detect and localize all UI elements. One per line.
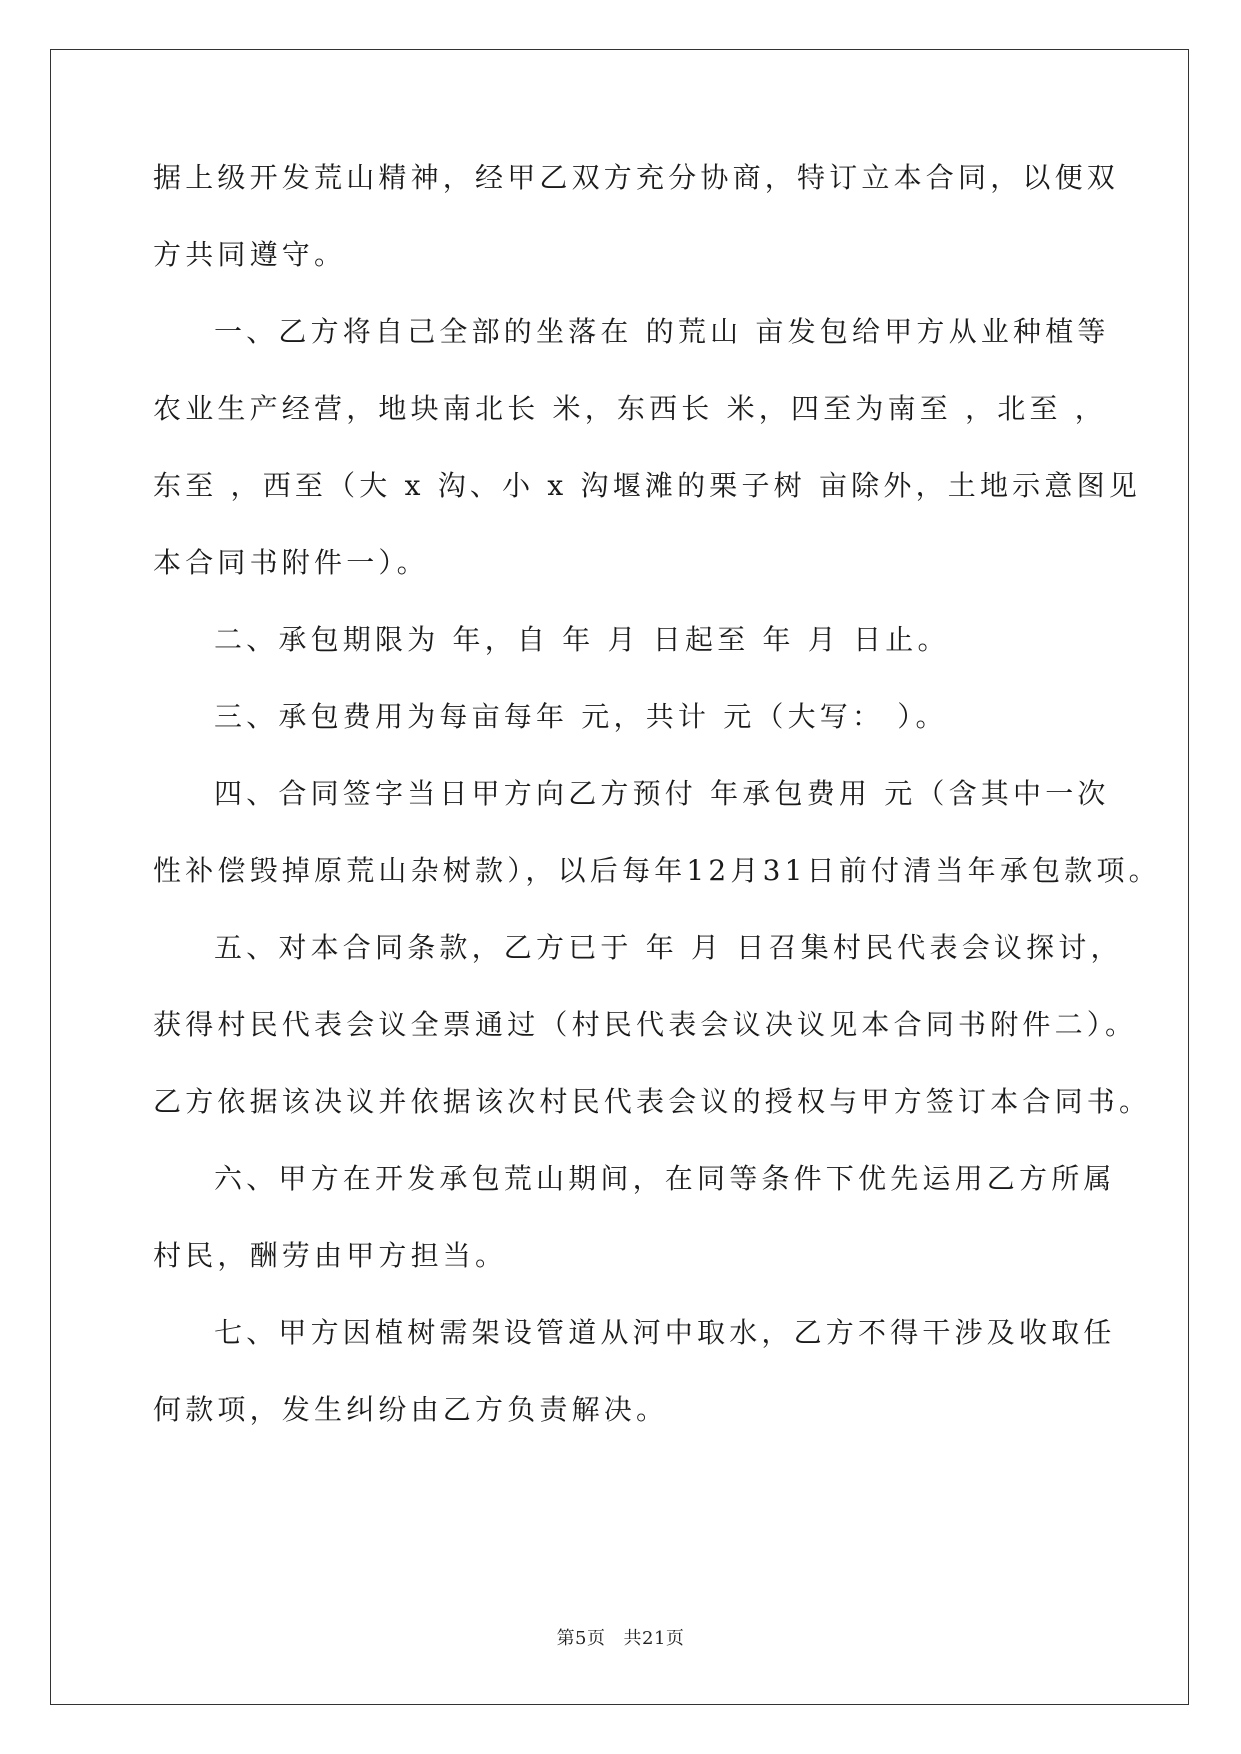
clause-4-line: 四、合同签字当日甲方向乙方预付 年承包费用 元（含其中一次 xyxy=(214,777,1110,810)
document-body xyxy=(153,161,1161,1471)
text-line: 方共同遵守。 xyxy=(153,238,347,271)
text-line: 据上级开发荒山精神，经甲乙双方充分协商，特订立本合同，以便双 xyxy=(153,161,1120,194)
clause-2-line: 二、承包期限为 年，自 年 月 日起至 年 月 日止。 xyxy=(214,623,950,656)
page-number: 第5页 xyxy=(556,1628,606,1649)
clause-7-line: 七、甲方因植树需架设管道从河中取水，乙方不得干涉及收取任 xyxy=(214,1316,1116,1349)
clause-1-line: 一、乙方将自己全部的坐落在 的荒山 亩发包给甲方从业种植等 xyxy=(214,315,1110,348)
clause-5-line: 五、对本合同条款，乙方已于 年 月 日召集村民代表会议探讨， xyxy=(214,931,1123,964)
clause-1-line: 农业生产经营，地块南北长 米，东西长 米，四至为南至 ，北至 ， xyxy=(153,392,1108,425)
clause-1-line: 本合同书附件一）。 xyxy=(153,546,429,579)
clause-3-line: 三、承包费用为每亩每年 元，共计 元（大写： ）。 xyxy=(214,700,948,733)
page-footer xyxy=(0,1624,1241,1650)
clause-5-line: 乙方依据该决议并依据该次村民代表会议的授权与甲方签订本合同书。 xyxy=(153,1085,1152,1118)
clause-7-line: 何款项，发生纠纷由乙方负责解决。 xyxy=(153,1393,669,1426)
clause-5-line: 获得村民代表会议全票通过（村民代表会议决议见本合同书附件二）。 xyxy=(153,1008,1138,1041)
page-total: 共21页 xyxy=(623,1628,685,1649)
clause-1-line: 东至 ，西至（大 x 沟、小 x 沟堰滩的栗子树 亩除外，土地示意图见 xyxy=(153,469,1141,502)
clause-6-line: 六、甲方在开发承包荒山期间，在同等条件下优先运用乙方所属 xyxy=(214,1162,1116,1195)
clause-4-line: 性补偿毁掉原荒山杂树款），以后每年12月31日前付清当年承包款项。 xyxy=(153,854,1161,887)
clause-6-line: 村民，酬劳由甲方担当。 xyxy=(153,1239,508,1272)
